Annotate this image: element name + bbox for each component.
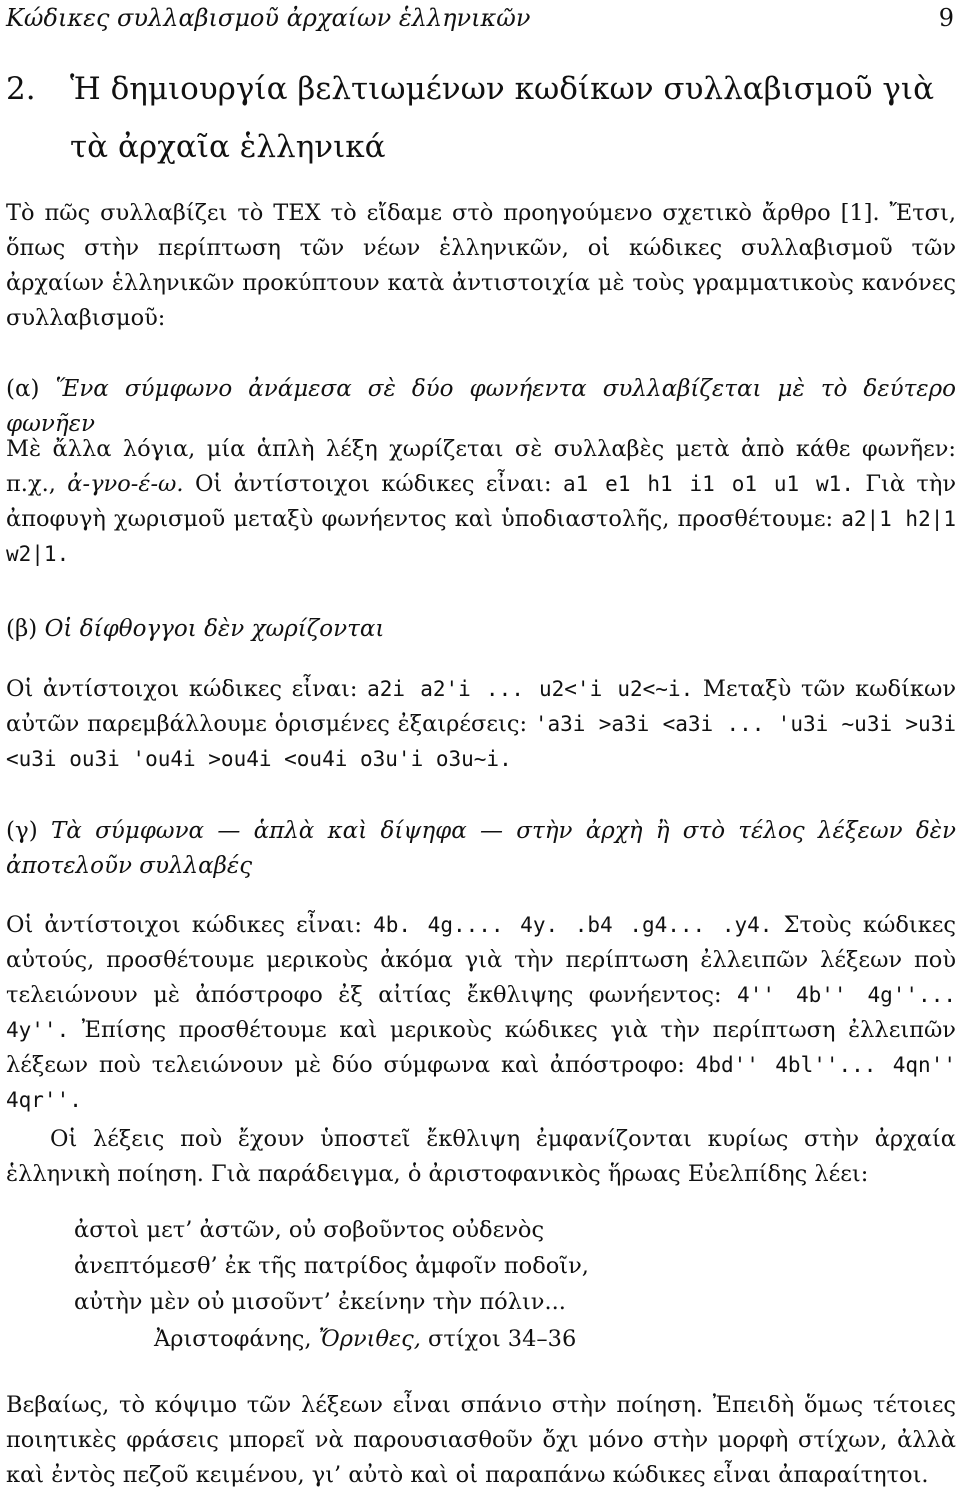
intro-text: Τὸ πῶς συλλαβίζει τὸ TEX τὸ εἴδαμε στὸ προηγούμενο σχετικὸ ἄρθρο [1]. Ἔτσι, ὅπως στὴν περίπτωση τῶν νέων ἑλληνικῶν, οἱ κώδικες συλλαβισμοῦ τῶν ἀρχαίων ἑλληνικῶν προκύπτουν κατὰ ἀντιστοιχία μὲ τοὺς γραμματικοὺς κανόνες συλλαβισμοῦ: [6,200,956,331]
rule-c-heading [6,814,956,884]
verse-line: αὐτὴν μὲν οὐ μισοῦντ’ ἐκείνην τὴν πόλιν... [74,1289,566,1315]
citation-play: Ὄρνιθες, [318,1326,421,1352]
rule-a-label: (α) [6,376,40,402]
closing-paragraph [6,1388,956,1493]
rule-b-codes-exceptions: 'a3i >a3i <a3i ... 'u3i ~u3i >u3i <u3i ou3i 'ou4i >ou4i <ou4i o3u'i o3u~i. [6,712,956,771]
rule-c-codes-elision: 4'' 4b'' 4g''... 4y''. [6,983,956,1042]
page-number: 9 [938,4,954,32]
section-number: 2. [6,71,36,107]
verse-line: ἀνεπτόμεσθ’ ἐκ τῆς πατρίδος ἀμφοῖν ποδοῖν, [74,1253,589,1279]
rule-b-body [6,672,956,777]
section-title-line2: τὰ ἀρχαῖα ἑλληνικά [70,129,386,165]
rule-a-body-pre: Μὲ ἄλλα λόγια, μία ἁπλὴ λέξη χωρίζεται σὲ συλλαβὲς μετὰ ἀπὸ κάθε φωνῆεν: π.χ., [6,436,956,497]
rule-a-example: ἀ-γνο-έ-ω. [67,471,184,497]
rule-a-codes-vowels: a1 e1 h1 i1 o1 u1 w1. [563,472,854,496]
rule-b-body-mid: Μεταξὺ τῶν κωδίκων αὐτῶν παρεμβάλλουμε ὁρισμένες ἐξαιρέσεις: [6,676,956,737]
verse-citation [154,1326,576,1352]
rule-a-body-mid: Οἱ ἀντίστοιχοι κώδικες εἶναι: [194,471,552,497]
rule-b-heading-text: Οἱ δίφθογγοι δὲν χωρίζονται [44,616,385,642]
poetry-intro-text: Οἱ λέξεις ποὺ ἔχουν ὑποστεῖ ἔκθλιψη ἐμφανίζονται κυρίως στὴν ἀρχαία ἑλληνικὴ ποίηση. Γιὰ παράδειγμα, ὁ ἀριστοφανικὸς ἥρωας Εὐελπίδης λέει: [6,1126,956,1187]
rule-c-body-mid: Στοὺς κώδικες αὐτούς, προσθέτουμε μερικοὺς ἀκόμα γιὰ τὴν περίπτωση ἐλλειπῶν λέξεων ποὺ τελειώνουν μὲ ἀπόστροφο ἐξ αἰτίας ἔκθλιψης φωνήεντος: [6,912,957,1008]
rule-a-paragraph [6,432,956,572]
rule-a-heading-text: Ἕνα σύμφωνο ἀνάμεσα σὲ δύο φωνήεντα συλλαβίζεται μὲ τὸ δεύτερο φωνῆεν [6,376,957,437]
rule-c-codes-double-consonant: 4bd'' 4bl''... 4qn'' 4qr''. [6,1053,956,1112]
rule-a-body [6,432,956,572]
rule-c-body [6,908,956,1118]
rule-c-codes-consonants: 4b. 4g.... 4y. .b4 .g4... .y4. [373,913,773,937]
citation-author: Ἀριστοφάνης, [154,1326,312,1352]
running-header [6,4,956,34]
closing-text: Βεβαίως, τὸ κόψιμο τῶν λέξεων εἶναι σπάνιο στὴν ποίηση. Ἐπειδὴ ὅμως τέτοιες ποιητικὲς φράσεις μπορεῖ νὰ παρουσιασθοῦν ὄχι μόνο στὴν μορφὴ στίχων, ἀλλὰ καὶ ἐντὸς πεζοῦ κειμένου, γι’ αὐτὸ καὶ οἱ παραπάνω κώδικες εἶναι ἀπαραίτητοι. [6,1392,956,1488]
rule-a-body-mid2: Γιὰ τὴν ἀποφυγὴ χωρισμοῦ μεταξὺ φωνήεντος καὶ ὑποδιαστολῆς, προσθέτουμε: [6,471,957,532]
citation-lines: στίχοι 34–36 [428,1326,577,1352]
rule-c-heading-text: Τὰ σύμφωνα — ἁπλὰ καὶ δίψηφα — στὴν ἀρχὴ ἢ στὸ τέλος λέξεων δὲν ἀποτελοῦν συλλαβές [6,818,956,879]
rule-b-heading [6,612,956,647]
running-title: Κώδικες συλλαβισμοῦ ἀρχαίων ἑλληνικῶν [6,4,531,32]
rule-c-label: (γ) [6,818,38,844]
verse-line: ἀστοὶ μετ’ ἀστῶν, οὐ σοβοῦντος οὐδενὸς [74,1217,545,1243]
rule-b-paragraph [6,672,956,777]
rule-c-paragraph [6,908,956,1118]
rule-b-label: (β) [6,616,38,642]
verse-quote [74,1212,934,1320]
rule-b-body-pre: Οἱ ἀντίστοιχοι κώδικες εἶναι: [6,676,358,702]
section-title [6,60,956,176]
section-title-line1: Ἡ δημιουργία βελτιωμένων κωδίκων συλλαβισμοῦ γιὰ [70,71,935,107]
rule-a-codes-diaeresis: a2|1 h2|1 w2|1. [6,507,956,566]
poetry-intro-paragraph [6,1122,956,1192]
intro-paragraph [6,196,956,336]
rule-c-body-pre: Οἱ ἀντίστοιχοι κώδικες εἶναι: [6,912,362,938]
rule-b-codes-diphthongs: a2i a2'i ... u2<'i u2<~i. [367,677,694,701]
rule-c-body-mid2: Ἐπίσης προσθέτουμε καὶ μερικοὺς κώδικες γιὰ τὴν περίπτωση ἐλλειπῶν λέξεων ποὺ τελειώνουν μὲ δύο σύμφωνα καὶ ἀπόστροφο: [6,1017,956,1078]
